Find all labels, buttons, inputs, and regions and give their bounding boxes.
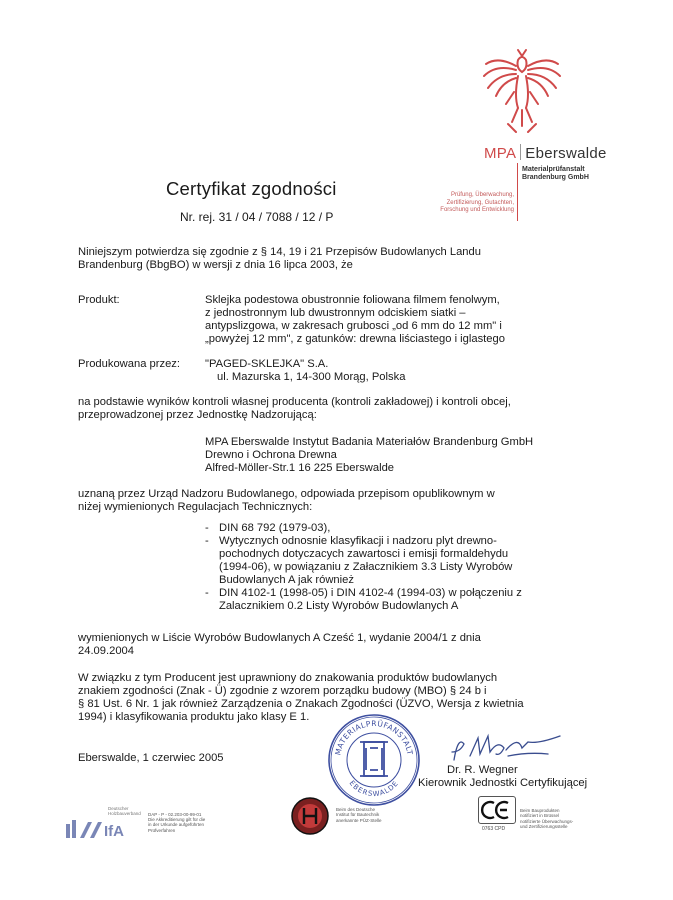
services-line: Prüfung, Überwachung, [450, 192, 514, 198]
regulation-line: DIN 4102-1 (1998-05) i DIN 4102-4 (1994-03) w połączeniu z [219, 587, 522, 599]
ce-line: notifiziert in Brüssel [520, 813, 560, 819]
regulation-line: Wytycznych odnosnie klasyfikacji i nadzoru plyt drewno- [219, 535, 497, 547]
ifa-logo-text: IfA [104, 823, 124, 840]
entitlement-line: 1994) i klasyfikowania produktu jako klasy E 1. [78, 711, 310, 723]
certification-body [205, 436, 625, 475]
accreditation-text [148, 812, 218, 833]
body-line: Alfred-Möller-Str.1 16 225 Eberswalde [205, 462, 395, 474]
mpa-label: MPA [484, 145, 517, 162]
producer-label: Produkowana przez: [78, 358, 180, 370]
accreditation-line: in der Urkunde aufgeführten [148, 822, 205, 828]
mpa-services [420, 192, 514, 215]
recognized-line: uznaną przez Urząd Nadzoru Budowlanego, odpowiada przepisom opublikownym w [78, 488, 495, 500]
dibt-line: Institut für Bautechnik [336, 812, 380, 818]
product-line: Sklejka podestowa obustronnie foliowana filmem fenolwym, [205, 294, 500, 306]
recognized-line: niżej wymienionych Regulacjach Technicznych: [78, 501, 313, 513]
seal-bottom-text: EBERSWALDE [347, 779, 401, 799]
services-line: Zertifizierung, Gutachten, [446, 199, 514, 206]
mpa-subtitle-line2: Brandenburg GmbH [522, 174, 589, 181]
signer-role: Kierownik Jednostki Certyfikującej [418, 777, 588, 789]
eberswalde-label: Eberswalde [525, 145, 607, 162]
svg-text:EBERSWALDE [348, 779, 401, 798]
accreditation-line: Die Akkreditierung gilt für die [148, 817, 206, 823]
producer-details [205, 358, 605, 384]
body-line: MPA Eberswalde Instytut Badania Materiałów Brandenburg GmbH [205, 436, 534, 448]
mpa-subtitle-line1: Materialprüfanstalt [522, 166, 585, 173]
regulation-line: Zalacznikiem 0.2 Listy Wyrobów Budowlanych A [219, 600, 459, 612]
ifa-small-text: Deutscher Holzbauverband [108, 806, 141, 816]
intro-line: Niniejszym potwierdza się zgodnie z § 14, 19 i 21 Przepisów Budowlanych Landu [78, 246, 481, 258]
dibt-text [336, 807, 402, 823]
product-line: z jednostronnym lub dwustronnym odciskiem siatki – [205, 307, 466, 319]
mpa-eagle-logo [478, 46, 566, 138]
product-description [205, 294, 605, 346]
official-seal [326, 712, 422, 808]
product-label: Produkt: [78, 294, 120, 306]
listed-paragraph [78, 632, 618, 658]
regulation-item: - DIN 4102-1 (1998-05) i DIN 4102-4 (1994-03) w połączeniu z Zalacznikiem 0.2 Listy Wyrobów Budowlanych A [205, 587, 605, 613]
signature [448, 730, 566, 768]
regulation-line: DIN 68 792 (1979-03), [219, 522, 331, 534]
ce-mark-icon [478, 796, 516, 824]
recognized-paragraph [78, 488, 618, 514]
regulation-line: (1994-06), w powiązaniu z Załacznikiem 3.3 Listy Wyrobów [219, 561, 513, 573]
dibt-line: Beim des Deutsche [336, 807, 376, 812]
ce-line: notifizierte Überwachungs- [520, 818, 574, 824]
listed-line: 24.09.2004 [78, 645, 134, 657]
ce-line: und Zertifizierungsstelle [520, 823, 568, 829]
entitlement-line: znakiem zgodności (Znak - Ü) zgodnie z wzorem porządku budowy (MBO) § 24 b i [78, 685, 487, 697]
entitlement-line: § 81 Ust. 6 Nr. 1 jak również Zarządzenia o Znakach Zgodności (ÜZVO, Wersja z kwietnia [78, 698, 524, 710]
ifa-logo [66, 818, 146, 840]
product-line: „powyżej 12 mm", z gatunków: drewna liściastego i iglastego [205, 333, 505, 345]
intro-line: Brandenburg (BbgBO) w wersji z dnia 16 lipca 2003, że [78, 259, 353, 271]
basis-paragraph [78, 396, 618, 422]
regulations-list [205, 522, 605, 613]
registration-number: Nr. rej. 31 / 04 / 7088 / 12 / P [180, 210, 334, 224]
dibt-logo [290, 796, 330, 836]
signer-name: Dr. R. Wegner [447, 764, 518, 776]
ce-line: Beim Bauprodukten [520, 808, 560, 813]
listed-line: wymienionych w Liście Wyrobów Budowlanych A Cześć 1, wydanie 2004/1 z dnia [78, 632, 481, 644]
mpa-subtitle [522, 166, 589, 182]
regulation-item: - DIN 68 792 (1979-03), [205, 522, 605, 535]
ce-text [520, 808, 592, 829]
intro-paragraph [78, 246, 598, 272]
regulation-line: Budowlanych A jak również [219, 574, 354, 586]
services-line: Forschung und Entwicklung [440, 207, 514, 213]
certificate-title: Certyfikat zgodności [166, 178, 337, 199]
ce-numbers: 0763 CPD [482, 826, 506, 832]
accreditation-line: DAP - P - 02.203-00-99-01 [148, 812, 202, 817]
body-line: Drewno i Ochrona Drewna [205, 449, 337, 461]
producer-address: ul. Mazurska 1, 14-300 Morąg, Polska [217, 371, 406, 383]
dibt-line: anerkannte PÜZ-Stelle [336, 817, 382, 823]
seal-top-text: MATERIALPRÜFANSTALT [333, 719, 415, 757]
entitlement-line: W związku z tym Producent jest uprawniony do znakowania produktów budowlanych [78, 672, 498, 684]
basis-line: na podstawie wyników kontroli własnej producenta (kontroli zakładowej) i kontroli obcej, [78, 396, 511, 408]
mpa-eberswalde-wordmark [484, 144, 607, 162]
brand-divider [517, 163, 518, 221]
regulation-line: pochodnych dotyczacych zawartosci i emisji formaldehydu [219, 548, 509, 560]
basis-line: przeprowadzonej przez Jednostkę Nadzorującą: [78, 409, 317, 421]
place-and-date: Eberswalde, 1 czerwiec 2005 [78, 752, 224, 764]
regulation-item: - Wytycznych odnosnie klasyfikacji i nadzoru plyt drewno- pochodnych dotyczacych zawartosci i emisji formaldehydu (1994-06), w powiązaniu z Załacznikiem 3.3 Listy Wyrobów Budowlanych A jak również [205, 535, 605, 587]
product-line: antypslizgowa, w zakresach grubosci „od 6 mm do 12 mm" i [205, 320, 502, 332]
producer-name: "PAGED-SKLEJKA" S.A. [205, 358, 329, 370]
accreditation-line: Prüfverfahren [148, 827, 176, 833]
